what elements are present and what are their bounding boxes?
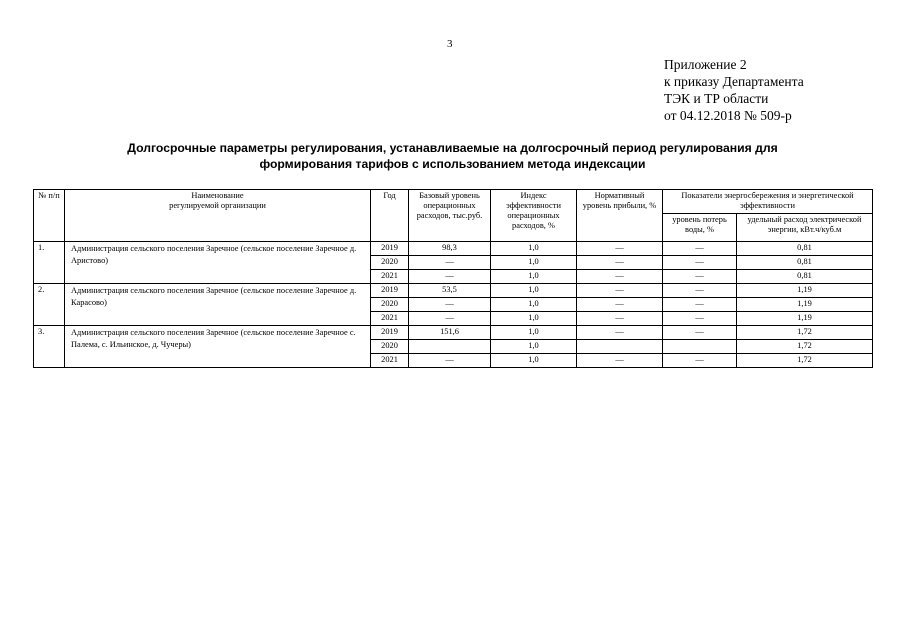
cell-profit: — [577, 326, 663, 340]
org-name: Администрация сельского поселения Заречное (сельское поселение Заречное д. Аристово) [65, 242, 371, 284]
document-title [80, 140, 825, 172]
org-name: Администрация сельского поселения Заречное (сельское поселение Заречное с. Палема, с. Ильинское, д. Чучеры) [65, 326, 371, 368]
appendix-line: от 04.12.2018 № 509-р [664, 108, 792, 123]
cell-electricity: 1,72 [737, 340, 873, 354]
header-energy-group: Показатели энергосбережения и энергетической эффективности [663, 190, 873, 214]
cell-base: 98,3 [409, 242, 491, 256]
cell-base: 151,6 [409, 326, 491, 340]
cell-electricity: 0,81 [737, 270, 873, 284]
cell-profit: — [577, 284, 663, 298]
header-organization-line: регулируемой организации [169, 201, 266, 210]
header-profit-level: Нормативный уровень прибыли, % [577, 190, 663, 242]
cell-year: 2020 [371, 298, 409, 312]
title-line: формирования тарифов с использованием метода индексации [259, 157, 646, 171]
table-row [34, 326, 873, 340]
header-year: Год [371, 190, 409, 242]
cell-index: 1,0 [491, 284, 577, 298]
cell-water-loss: — [663, 298, 737, 312]
cell-water-loss: — [663, 256, 737, 270]
cell-profit: — [577, 354, 663, 368]
cell-water-loss: — [663, 312, 737, 326]
table-row [34, 242, 873, 256]
cell-index: 1,0 [491, 256, 577, 270]
parameters-table [33, 189, 873, 368]
cell-profit: — [577, 312, 663, 326]
cell-year: 2021 [371, 354, 409, 368]
cell-year: 2021 [371, 312, 409, 326]
cell-electricity: 1,72 [737, 326, 873, 340]
cell-electricity: 0,81 [737, 256, 873, 270]
cell-base: 53,5 [409, 284, 491, 298]
cell-year: 2021 [371, 270, 409, 284]
cell-electricity: 1,72 [737, 354, 873, 368]
table-row [34, 284, 873, 298]
cell-base: — [409, 354, 491, 368]
cell-water-loss: — [663, 354, 737, 368]
cell-water-loss: — [663, 326, 737, 340]
cell-water-loss [663, 340, 737, 354]
cell-index: 1,0 [491, 298, 577, 312]
cell-water-loss: — [663, 242, 737, 256]
cell-electricity: 1,19 [737, 312, 873, 326]
header-electricity: удельный расход электрической энергии, кВт.ч/куб.м [737, 214, 873, 242]
cell-electricity: 0,81 [737, 242, 873, 256]
header-num: № п/п [34, 190, 65, 242]
appendix-line: Приложение 2 [664, 57, 747, 72]
cell-year: 2019 [371, 242, 409, 256]
appendix-block [664, 56, 804, 124]
cell-electricity: 1,19 [737, 298, 873, 312]
cell-profit: — [577, 298, 663, 312]
org-number: 3. [34, 326, 65, 368]
cell-base: — [409, 298, 491, 312]
org-number: 1. [34, 242, 65, 284]
appendix-line: ТЭК и ТР области [664, 91, 769, 106]
cell-index: 1,0 [491, 242, 577, 256]
cell-year: 2019 [371, 284, 409, 298]
cell-water-loss: — [663, 270, 737, 284]
cell-base [409, 340, 491, 354]
org-number: 2. [34, 284, 65, 326]
cell-index: 1,0 [491, 270, 577, 284]
header-organization-line: Наименование [191, 191, 244, 200]
header-organization [65, 190, 371, 242]
header-base-level: Базовый уровень операционных расходов, тыс.руб. [409, 190, 491, 242]
title-line: Долгосрочные параметры регулирования, устанавливаемые на долгосрочный период регулирования для [127, 141, 778, 155]
cell-index: 1,0 [491, 354, 577, 368]
cell-index: 1,0 [491, 326, 577, 340]
cell-year: 2020 [371, 340, 409, 354]
cell-profit: — [577, 256, 663, 270]
appendix-line: к приказу Департамента [664, 74, 804, 89]
cell-profit: — [577, 242, 663, 256]
org-name: Администрация сельского поселения Заречное (сельское поселение Заречное д. Карасово) [65, 284, 371, 326]
cell-base: — [409, 312, 491, 326]
cell-profit: — [577, 270, 663, 284]
cell-year: 2019 [371, 326, 409, 340]
cell-year: 2020 [371, 256, 409, 270]
cell-base: — [409, 270, 491, 284]
page-number: 3 [447, 38, 453, 50]
cell-index: 1,0 [491, 312, 577, 326]
cell-index: 1,0 [491, 340, 577, 354]
cell-water-loss: — [663, 284, 737, 298]
header-water-loss: уровень потерь воды, % [663, 214, 737, 242]
header-efficiency-index: Индекс эффективности операционных расходов, % [491, 190, 577, 242]
cell-profit [577, 340, 663, 354]
cell-base: — [409, 256, 491, 270]
cell-electricity: 1,19 [737, 284, 873, 298]
